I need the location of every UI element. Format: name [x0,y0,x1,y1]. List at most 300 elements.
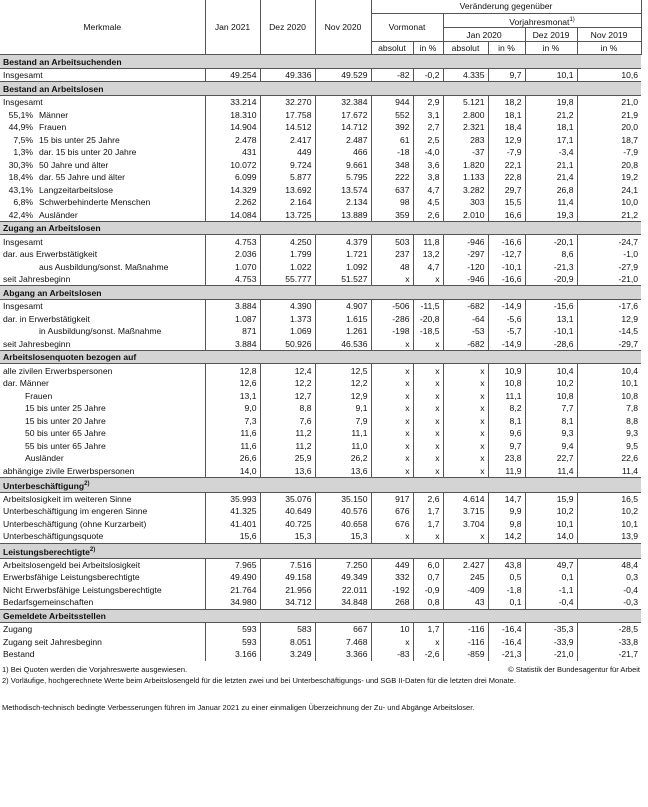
value-cell: x [443,414,488,427]
value-cell: x [371,337,413,350]
row-label-text: 55 bis unter 65 Jahre [25,440,106,451]
value-cell: -946 [443,235,488,248]
value-cell: 11,8 [413,235,443,248]
header-vormonat: Vormonat [371,13,443,41]
table-row [0,95,641,108]
value-cell: 32.270 [260,95,315,108]
value-cell: -2,6 [413,648,443,661]
value-cell: 17.672 [315,108,371,121]
value-cell: -0,3 [577,596,641,609]
row-label [0,648,205,661]
row-label [0,95,205,108]
footnote-2: 2) Vorläufige, hochgerechnete Werte beim Arbeitslosengeld für die letzten zwei und bei Unterbeschäftigungs- und SGB II-Daten für die letzten drei Monate. [2,675,516,685]
value-cell: 10,1 [577,518,641,531]
table-row [0,273,641,286]
value-cell: 6,0 [413,558,443,571]
table-row [0,464,641,477]
value-cell: -7,9 [488,146,525,159]
value-cell: -35,3 [525,623,577,636]
value-cell: 10,2 [525,505,577,518]
value-cell: 2.487 [315,133,371,146]
value-cell: 2,6 [413,208,443,221]
footnote-marker: 2) [89,546,96,553]
value-cell: 21,2 [577,208,641,221]
value-cell: 8,8 [577,414,641,427]
row-label [0,121,205,134]
value-cell: -682 [443,337,488,350]
value-cell: -12,7 [488,248,525,261]
value-cell: -116 [443,636,488,649]
value-cell: 43 [443,596,488,609]
value-cell: -682 [443,299,488,312]
value-cell: -946 [443,273,488,286]
value-cell: x [413,636,443,649]
value-cell: 13.725 [260,208,315,221]
value-cell: 49,7 [525,558,577,571]
value-cell: 6.099 [205,171,260,184]
header-jan2020: Jan 2020 [443,28,525,42]
table-row [0,377,641,390]
value-cell: x [443,427,488,440]
value-cell: 552 [371,108,413,121]
value-cell: 17.758 [260,108,315,121]
value-cell: 10,8 [488,377,525,390]
table-row [0,623,641,636]
value-cell: 9,3 [577,427,641,440]
value-cell: x [443,530,488,543]
section-title [0,543,641,558]
value-cell: 1.261 [315,325,371,338]
value-cell: -21,0 [577,273,641,286]
value-cell: 13,1 [525,312,577,325]
row-label-text: Schwerbehinderte Menschen [39,197,151,208]
value-cell: 33.214 [205,95,260,108]
row-label-text: Insgesamt [3,97,43,108]
row-label-text: 15 bis unter 25 Jahre [25,403,106,414]
section-title-text: Gemeldete Arbeitsstellen [3,610,106,621]
value-cell: x [371,530,413,543]
value-cell: 667 [315,623,371,636]
value-cell: -24,7 [577,235,641,248]
value-cell: 449 [260,146,315,159]
row-label-text: Erwerbsfähige Leistungsberechtigte [3,572,140,583]
value-cell: 14.329 [205,183,260,196]
value-cell: 5.121 [443,95,488,108]
value-cell: 18,4 [488,121,525,134]
value-cell: 466 [315,146,371,159]
value-cell: 222 [371,171,413,184]
value-cell: 10,8 [525,389,577,402]
share-percent: 44,9% [8,122,33,133]
value-cell: 12,7 [260,389,315,402]
value-cell: 41.401 [205,518,260,531]
value-cell: 16,6 [488,208,525,221]
value-cell: -120 [443,260,488,273]
table-row [0,505,641,518]
value-cell: -297 [443,248,488,261]
row-label-text: Insgesamt [3,301,43,312]
value-cell: 10,8 [577,389,641,402]
value-cell: -16,4 [488,636,525,649]
header-veraenderung: Veränderung gegenüber [371,0,641,13]
value-cell: 22,6 [577,452,641,465]
value-cell: -1,1 [525,584,577,597]
value-cell: 3.704 [443,518,488,531]
section-title [0,609,641,623]
value-cell: x [443,464,488,477]
value-cell: 17,1 [525,133,577,146]
value-cell: -14,9 [488,299,525,312]
row-label [0,571,205,584]
value-cell: 1.087 [205,312,260,325]
header-jan2021: Jan 2021 [205,0,260,55]
table-row [0,325,641,338]
table-row [0,414,641,427]
share-percent: 6,8% [13,197,33,208]
row-label [0,377,205,390]
value-cell: 10,1 [525,518,577,531]
row-label [0,235,205,248]
value-cell: 7.965 [205,558,260,571]
value-cell: 15,3 [260,530,315,543]
value-cell: 23,8 [488,452,525,465]
value-cell: 25,9 [260,452,315,465]
row-label [0,389,205,402]
row-label [0,208,205,221]
value-cell: 392 [371,121,413,134]
value-cell: 98 [371,196,413,209]
table-row [0,402,641,415]
value-cell: -37 [443,146,488,159]
row-label-text: 15 bis unter 20 Jahre [25,415,106,426]
section-title-text: Unterbeschäftigung [3,480,85,491]
section-title-text: Bestand an Arbeitslosen [3,83,104,94]
row-label-text: Unterbeschäftigungsquote [3,531,104,542]
section-header [0,55,641,69]
value-cell: -5,7 [488,325,525,338]
value-cell: -4,0 [413,146,443,159]
section-title-text: Abgang an Arbeitslosen [3,287,102,298]
value-cell: -192 [371,584,413,597]
header-inpct: in % [488,41,525,55]
value-cell: 11,9 [488,464,525,477]
value-cell: 7,9 [315,414,371,427]
value-cell: 20,8 [577,158,641,171]
row-label-text: 50 bis unter 65 Jahre [25,428,106,439]
value-cell: -16,6 [488,273,525,286]
value-cell: -11,5 [413,299,443,312]
value-cell: 431 [205,146,260,159]
section-header [0,350,641,364]
value-cell: -18,5 [413,325,443,338]
value-cell: 11,6 [205,439,260,452]
value-cell: 26,2 [315,452,371,465]
value-cell: -20,1 [525,235,577,248]
value-cell: -21,3 [525,260,577,273]
value-cell: 8,1 [488,414,525,427]
header-inpct: in % [577,41,641,55]
value-cell: 10,0 [577,196,641,209]
value-cell: 13.692 [260,183,315,196]
header-nov2020: Nov 2020 [315,0,371,55]
row-label-text: aus Ausbildung/sonst. Maßnahme [39,261,169,272]
value-cell: x [443,402,488,415]
row-label-text: Bedarfsgemeinschaften [3,597,94,608]
row-label [0,530,205,543]
value-cell: 1.615 [315,312,371,325]
value-cell: 26,6 [205,452,260,465]
header-inpct: in % [413,41,443,55]
value-cell: 22,8 [488,171,525,184]
table-row [0,260,641,273]
value-cell: 11,0 [315,439,371,452]
value-cell: 348 [371,158,413,171]
value-cell: x [371,427,413,440]
header-dez2019: Dez 2019 [525,28,577,42]
value-cell: 10,6 [577,68,641,82]
value-cell: 3.884 [205,299,260,312]
value-cell: 2,9 [413,95,443,108]
value-cell: 3.366 [315,648,371,661]
value-cell: 9,3 [525,427,577,440]
value-cell: 2.478 [205,133,260,146]
share-percent: 42,4% [8,209,33,220]
value-cell: 51.527 [315,273,371,286]
value-cell: 13,1 [205,389,260,402]
value-cell: 2.417 [260,133,315,146]
section-header [0,221,641,235]
table-row [0,146,641,159]
value-cell: 16,5 [577,492,641,505]
value-cell: -21,3 [488,648,525,661]
header-absolut: absolut [371,41,413,55]
value-cell: x [443,439,488,452]
value-cell: 22,1 [488,158,525,171]
value-cell: 268 [371,596,413,609]
value-cell: 7,7 [525,402,577,415]
value-cell: 0,7 [413,571,443,584]
value-cell: 676 [371,518,413,531]
value-cell: -21,7 [577,648,641,661]
row-label-text: Nicht Erwerbsfähige Leistungsberechtigte [3,584,162,595]
value-cell: 10,9 [488,364,525,377]
value-cell: 12,8 [205,364,260,377]
value-cell: 11,1 [488,389,525,402]
footnote-marker: 2) [84,480,90,487]
row-label-text: Unterbeschäftigung im engeren Sinne [3,506,148,517]
value-cell: 0,3 [577,571,641,584]
row-label [0,518,205,531]
row-label-text: Zugang [3,624,33,635]
row-label [0,337,205,350]
value-cell: 12,9 [488,133,525,146]
value-cell: x [371,377,413,390]
value-cell: x [371,402,413,415]
value-cell: 4.379 [315,235,371,248]
value-cell: 4.614 [443,492,488,505]
header-vorjahresmonat [443,13,641,28]
section-title-text: Bestand an Arbeitsuchenden [3,56,122,67]
row-label [0,492,205,505]
row-label [0,636,205,649]
value-cell: 10,2 [577,505,641,518]
value-cell: 10,1 [525,68,577,82]
table-row [0,571,641,584]
value-cell: -0,4 [577,584,641,597]
value-cell: 4.390 [260,299,315,312]
value-cell: -33,8 [577,636,641,649]
value-cell: 15,3 [315,530,371,543]
header-nov2019: Nov 2019 [577,28,641,42]
value-cell: -198 [371,325,413,338]
value-cell: 917 [371,492,413,505]
value-cell: x [413,337,443,350]
value-cell: 4,7 [413,260,443,273]
row-label [0,312,205,325]
value-cell: 14,2 [488,530,525,543]
value-cell: 2,5 [413,133,443,146]
value-cell: 7,8 [577,402,641,415]
value-cell: 8,6 [525,248,577,261]
value-cell: -0,4 [525,596,577,609]
value-cell: 0,1 [488,596,525,609]
value-cell: x [413,377,443,390]
table-row [0,364,641,377]
row-label [0,402,205,415]
row-label-text: Zugang seit Jahresbeginn [3,636,102,647]
value-cell: -18 [371,146,413,159]
footnote-1-line [0,664,648,675]
value-cell: -10,1 [488,260,525,273]
share-percent: 18,4% [8,172,33,183]
value-cell: -1,8 [488,584,525,597]
value-cell: 9,7 [488,68,525,82]
value-cell: 283 [443,133,488,146]
value-cell: 13.889 [315,208,371,221]
value-cell: 1.820 [443,158,488,171]
value-cell: 2.800 [443,108,488,121]
value-cell: 22,7 [525,452,577,465]
value-cell: 7.250 [315,558,371,571]
value-cell: 449 [371,558,413,571]
value-cell: 8.051 [260,636,315,649]
row-label [0,439,205,452]
value-cell: 3,1 [413,108,443,121]
table-row [0,427,641,440]
value-cell: 46.536 [315,337,371,350]
value-cell: 40.649 [260,505,315,518]
value-cell: x [371,389,413,402]
value-cell: 7,6 [260,414,315,427]
value-cell: 3,6 [413,158,443,171]
value-cell: -28,5 [577,623,641,636]
value-cell: 10,1 [577,377,641,390]
row-label [0,427,205,440]
value-cell: 1.069 [260,325,315,338]
value-cell: 10.072 [205,158,260,171]
row-label-text: Frauen [25,390,53,401]
value-cell: 40.576 [315,505,371,518]
header-inpct: in % [525,41,577,55]
value-cell: x [443,452,488,465]
value-cell: 13,6 [260,464,315,477]
value-cell: 2.262 [205,196,260,209]
table-row [0,636,641,649]
value-cell: 14.512 [260,121,315,134]
value-cell: 21,4 [525,171,577,184]
value-cell: x [413,364,443,377]
value-cell: -27,9 [577,260,641,273]
value-cell: 14.084 [205,208,260,221]
value-cell: 34.848 [315,596,371,609]
row-label-text: Arbeitslosengeld bei Arbeitslosigkeit [3,559,141,570]
value-cell: 1.799 [260,248,315,261]
value-cell: x [413,389,443,402]
value-cell: 2.036 [205,248,260,261]
value-cell: x [371,364,413,377]
section-title [0,477,641,492]
value-cell: 43,8 [488,558,525,571]
value-cell: 2.134 [315,196,371,209]
value-cell: 14,7 [488,492,525,505]
value-cell: x [443,377,488,390]
value-cell: 21,1 [525,158,577,171]
value-cell: 13,2 [413,248,443,261]
value-cell: 18,1 [525,121,577,134]
row-label [0,325,205,338]
table-row [0,452,641,465]
value-cell: 2,7 [413,121,443,134]
section-header [0,543,641,558]
value-cell: -0,9 [413,584,443,597]
value-cell: 3.282 [443,183,488,196]
value-cell: 19,2 [577,171,641,184]
value-cell: 4.335 [443,68,488,82]
value-cell: 0,8 [413,596,443,609]
vorjahresmonat-label: Vorjahresmonat [509,16,570,27]
row-label-text: Ausländer [25,453,64,464]
row-label-text: Insgesamt [3,236,43,247]
value-cell: x [413,427,443,440]
value-cell: 4,7 [413,183,443,196]
row-label [0,146,205,159]
value-cell: 14,0 [525,530,577,543]
value-cell: 1,7 [413,518,443,531]
value-cell: 9,5 [577,439,641,452]
table-row [0,492,641,505]
table-row [0,337,641,350]
section-title-text: Leistungsberechtigte [3,546,90,557]
value-cell: 13.574 [315,183,371,196]
value-cell: 35.076 [260,492,315,505]
value-cell: 11,6 [205,427,260,440]
value-cell: x [443,364,488,377]
value-cell: 3.166 [205,648,260,661]
value-cell: 3.715 [443,505,488,518]
table-row [0,596,641,609]
value-cell: 18,2 [488,95,525,108]
value-cell: 359 [371,208,413,221]
section-title [0,82,641,96]
value-cell: 871 [205,325,260,338]
value-cell: x [371,439,413,452]
value-cell: 7.468 [315,636,371,649]
footnote-1: 1) Bei Quoten werden die Vorjahreswerte ausgewiesen. [2,664,188,674]
row-label-text: seit Jahresbeginn [3,338,71,349]
table-body [0,55,641,661]
section-title-text: Arbeitslosenquoten bezogen auf [3,352,137,363]
value-cell: 10,4 [577,364,641,377]
